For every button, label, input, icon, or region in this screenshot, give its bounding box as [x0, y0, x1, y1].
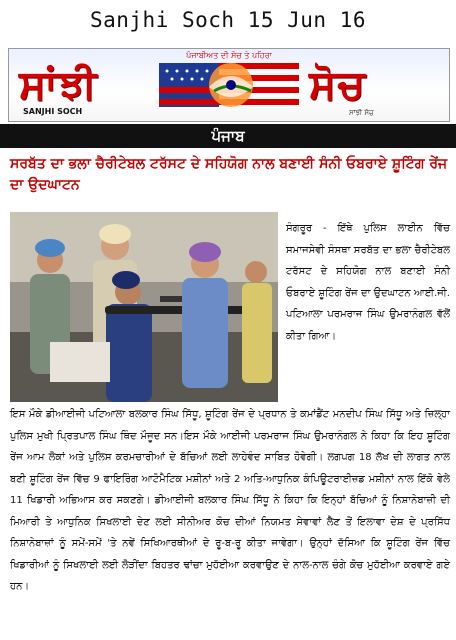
article-photo — [10, 212, 278, 402]
article-headline: ਸਰਬੱਤ ਦਾ ਭਲਾ ਚੈਰੀਟੇਬਲ ਟਰੱਸਟ ਦੇ ਸਹਿਯੋਗ ਨਾਲ ਬਣਾਈ ਸੰਨੀ ਓਬਰਾਏ ਸ਼ੂਟਿੰਗ ਰੇਂਜ ਦਾ ਉਦਘਾਟਨ — [10, 156, 448, 193]
section-label: ਪੰਜਾਬ — [0, 124, 456, 148]
masthead-sub-name: ਸਾਂਝੀ ਸੋਚ — [349, 109, 374, 117]
article-intro-text: ਸੰਗਰੂਰ - ਇੱਥੇ ਪੁਲਿਸ ਲਾਈਨ ਵਿੱਚ ਸਮਾਜਸੇਵੀ ਸੰਸਥਾ ਸਰਬੱਤ ਦਾ ਭਲਾ ਚੈਰੀਟੇਬਲ ਟਰੱਸਟ ਦੇ ਸਹਿਯੋਗ ਨਾਲ ਬਣਾਈ ਸੰਨੀ ਓਬਰਾਏ ਸ਼ੂਟਿੰਗ ਰੇਂਜ ਦਾ ਉਦਘਾਟਨ ਆਈ.ਜੀ. ਪਟਿਆਲਾ ਪਰਮਰਾਜ ਸਿੰਘ ਉਮਰਾਨੰਗਲ ਵੱਲੋਂ ਕੀਤਾ ਗਿਆ। — [286, 223, 450, 342]
newspaper-masthead — [8, 48, 450, 122]
masthead-name-left: ਸਾਂਝੀ — [19, 61, 99, 108]
masthead-name-right: ਸੋਚ — [309, 61, 367, 108]
masthead-english-name: SANJHI SOCH — [23, 107, 83, 116]
page-header-title: Sanjhi Soch 15 Jun 16 — [89, 8, 366, 32]
flag-emblem-icon — [159, 57, 299, 113]
article-body-text: ਇਸ ਮੌਕੇ ਡੀਆਈਜੀ ਪਟਿਆਲਾ ਬਲਕਾਰ ਸਿੰਘ ਸਿੱਧੂ, ਸ਼ੂਟਿੰਗ ਰੇਂਜ ਦੇ ਪ੍ਰਧਾਨ ਤੇ ਕਮਾਂਡੈਂਟ ਮਨਦੀਪ ਸਿੰਘ ਸਿੱਧੂ ਅਤੇ ਜ਼ਿਲ੍ਹਾ ਪੁਲਿਸ ਮੁਖੀ ਪ੍ਰਿਤਪਾਲ ਸਿੰਘ ਥਿੰਦ ਮੌਜੂਦ ਸਨ।ਇਸ ਮੌਕੇ ਆਈਜੀ ਪਰਮਰਾਜ ਸਿੰਘ ਉਮਰਾਨੰਗਲ ਨੇ ਕਿਹਾ ਕਿ ਇਹ ਸ਼ੂਟਿੰਗ ਰੇਂਜ ਆਮ ਲੋਕਾਂ ਅਤੇ ਪੁਲਿਸ ਕਰਮਚਾਰੀਆਂ ਦੇ ਬੱਚਿਆਂ ਲਈ ਲਾਹੇਵੰਦ ਸਾਬਿਤ ਹੋਵੇਗੀ। ਲਗਪਗ 18 ਲੱਖ ਦੀ ਲਾਗਤ ਨਾਲ ਬਣੀ ਸ਼ੂਟਿੰਗ ਰੇਂਜ ਵਿੱਚ 9 ਫਾਇਰਿੰਗ ਆਟੋਮੈਟਿਕ ਮਸ਼ੀਨਾਂ ਅਤੇ 2 ਅਤਿ-ਆਧੁਨਿਕ ਕੰਪਿਊਟਰਾਈਜ਼ਡ ਮਸ਼ੀਨਾਂ ਨਾਲ ਇੱਕੋ ਵੇਲੇ 11 ਖਿਡਾਰੀ ਅਭਿਆਸ ਕਰ ਸਕਣਗੇ। ਡੀਆਈਜੀ ਬਲਕਾਰ ਸਿੰਘ ਸਿੱਧੂ ਨੇ ਕਿਹਾ ਕਿ ਇਨ੍ਹਾਂ ਬੱਚਿਆਂ ਨੂੰ ਨਿਸ਼ਾਨੇਬਾਜ਼ੀ ਦੀ ਮਿਆਰੀ ਤੇ ਆਧੁਨਿਕ ਸਿਖਲਾਈ ਦੇਣ ਲਈ ਸੀਨੀਅਰ ਕੋਚ ਦੀਆਂ ਨਿਯਮਤ ਸੇਵਾਵਾਂ ਲੈਣ ਤੋਂ ਇਲਾਵਾ ਦੇਸ਼ ਦੇ ਪ੍ਰਸਿੱਧ ਨਿਸ਼ਾਨੇਬਾਜ਼ਾਂ ਨੂੰ ਸਮੇਂ-ਸਮੇਂ 'ਤੇ ਨਵੇਂ ਸਿਖਿਆਰਥੀਆਂ ਦੇ ਰੂ-ਬ-ਰੂ ਕੀਤਾ ਜਾਵੇਗਾ। ਉਨ੍ਹਾਂ ਦੱਸਿਆ ਕਿ ਸ਼ੂਟਿੰਗ ਰੇਂਜ ਵਿੱਚ ਖਿਡਾਰੀਆਂ ਨੂੰ ਸਿਖਲਾਈ ਲਈ ਲੋੜੀਂਦਾ ਬਿਹਤਰ ਢਾਂਚਾ ਮੁਹੱਈਆ ਕਰਵਾਉਣ ਦੇ ਨਾਲ-ਨਾਲ ਚੰਗੇ ਕੋਚ ਮੁਹੱਈਆ ਕਰਵਾਏ ਗਏ ਹਨ। — [10, 409, 450, 592]
masthead-tagline: ਪੰਜਾਬੀਅਤ ਦੀ ਸੋਚ ਤੇ ਪਹਿਰਾ — [186, 51, 272, 60]
